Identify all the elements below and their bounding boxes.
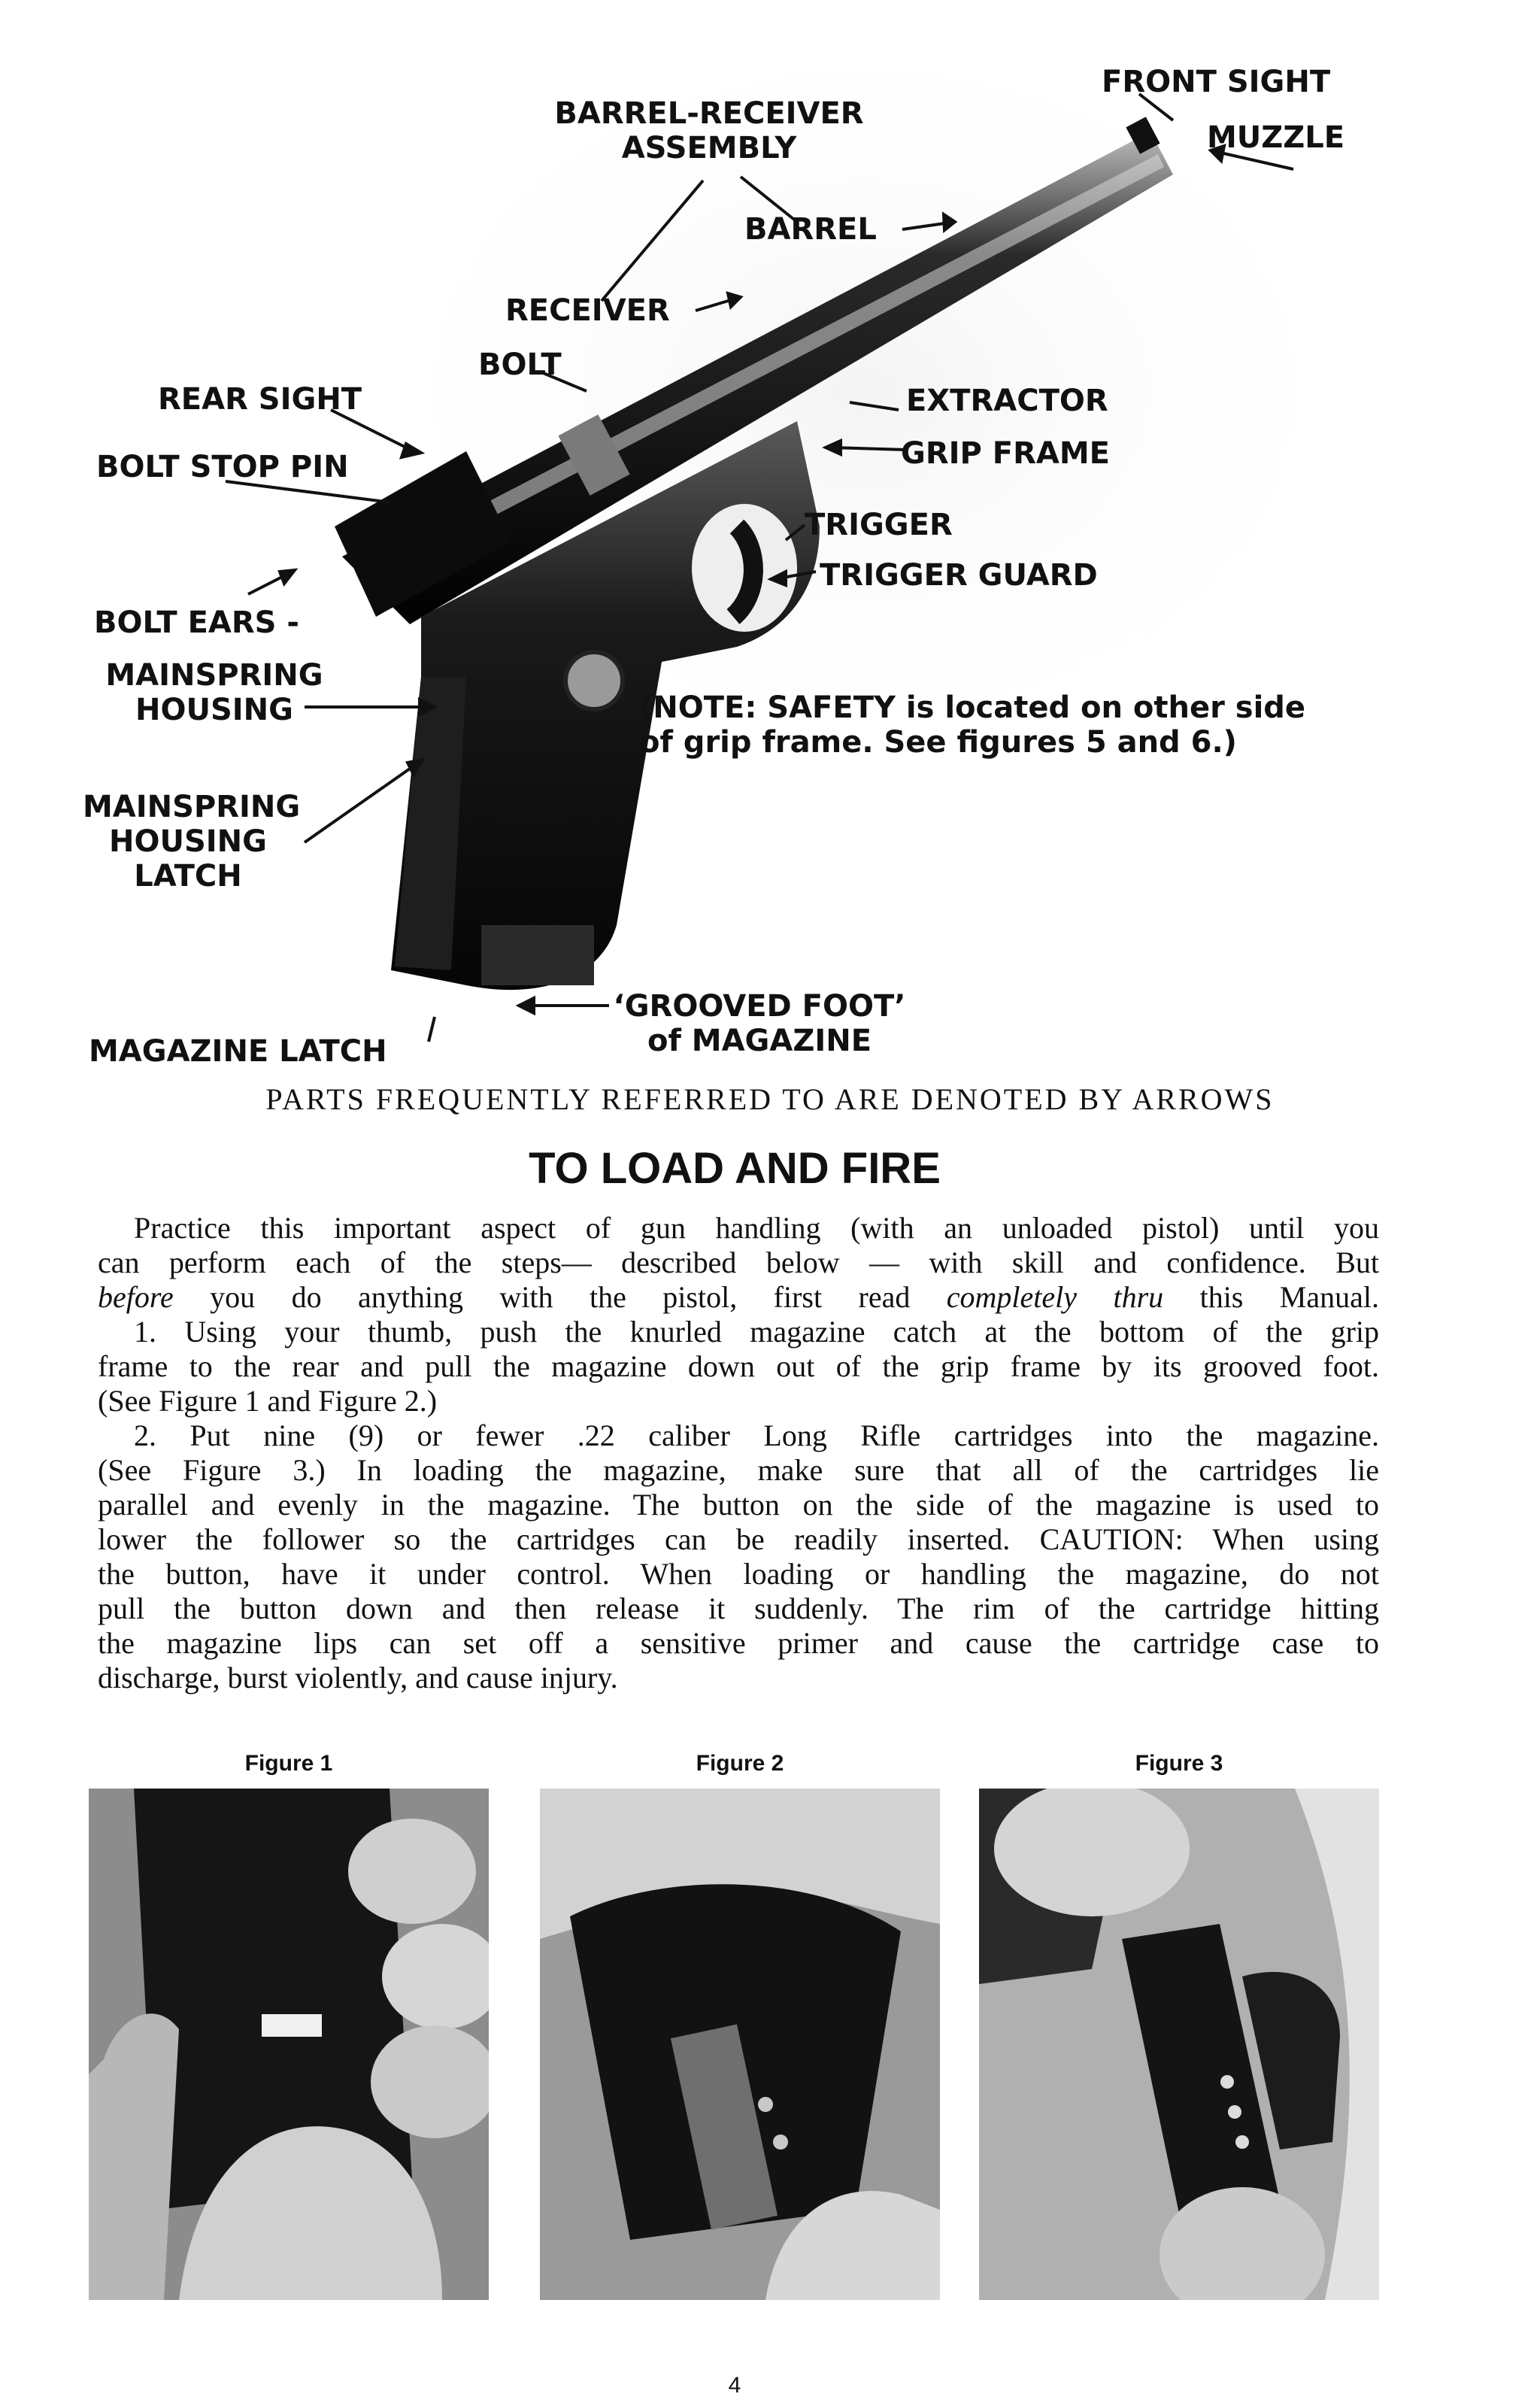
step2-line-4: lower the follower so the cartridges can be readily inserted. CAUTION: When using	[98, 1522, 1379, 1556]
label-text: BOLT EARS	[94, 605, 277, 640]
label-mainspring-housing-latch	[83, 790, 301, 894]
intro-line-2: can perform each of the steps— described below — with skill and confidence. But	[98, 1246, 1379, 1279]
label-bolt-ears: BOLT EARS -	[94, 605, 299, 640]
label-line: MAINSPRING	[83, 790, 301, 824]
label-line: ASSEMBLY	[621, 131, 797, 165]
label-line: of MAGAZINE	[647, 1024, 872, 1058]
photo-magazine-removal	[540, 1789, 940, 2300]
figure-1-photo	[89, 1789, 489, 2300]
step1-line-3: (See Figure 1 and Figure 2.)	[98, 1384, 438, 1418]
page-number: 4	[728, 2373, 741, 2398]
label-line: HOUSING	[109, 824, 267, 859]
section-heading: TO LOAD AND FIRE	[529, 1144, 941, 1193]
step2-line-8: discharge, burst violently, and cause injury.	[98, 1661, 618, 1695]
label-barrel-receiver-assembly	[532, 96, 886, 165]
label-receiver: RECEIVER	[505, 293, 670, 328]
step2-line-1: 2. Put nine (9) or fewer .22 caliber Long Rifle cartridges into the magazine.	[134, 1418, 1379, 1452]
step2-line-7: the magazine lips can set off a sensitive primer and cause the cartridge case to	[98, 1626, 1379, 1660]
step1-line-1: 1. Using your thumb, push the knurled magazine catch at the bottom of the grip	[134, 1315, 1379, 1349]
label-trigger-guard: TRIGGER GUARD	[820, 558, 1098, 593]
label-magazine-latch: MAGAZINE LATCH	[89, 1034, 387, 1069]
label-mainspring-housing	[83, 658, 346, 727]
emphasis-completely-thru: completely thru	[946, 1280, 1164, 1314]
figure-2-photo	[540, 1789, 940, 2300]
step2-line-6: pull the button down and then release it suddenly. The rim of the cartridge hitting	[98, 1591, 1379, 1625]
label-line: LATCH	[134, 859, 242, 894]
label-trigger: TRIGGER	[805, 508, 953, 542]
photo-magazine-catch	[89, 1789, 489, 2300]
label-bolt: BOLT	[478, 347, 562, 382]
label-line: HOUSING	[135, 693, 293, 727]
step2-line-3: parallel and evenly in the magazine. The button on the side of the magazine is used to	[98, 1488, 1379, 1522]
label-muzzle: MUZZLE	[1207, 120, 1345, 155]
figure-2-caption: Figure 2	[696, 1751, 784, 1776]
note-line: of grip frame. See figures 5 and 6.)	[639, 725, 1237, 760]
note-line: (NOTE: SAFETY is located on other side	[639, 690, 1306, 725]
figure-3-photo	[979, 1789, 1379, 2300]
label-rear-sight: REAR SIGHT	[158, 382, 362, 417]
label-barrel: BARREL	[744, 212, 877, 247]
safety-note	[639, 690, 1305, 760]
step2-line-2: (See Figure 3.) In loading the magazine, make sure that all of the cartridges lie	[98, 1453, 1379, 1487]
text-run: you do anything with the pistol, first read	[173, 1280, 947, 1314]
label-line: BARREL-RECEIVER	[554, 96, 864, 131]
intro-line-3	[98, 1280, 1379, 1315]
label-front-sight: FRONT SIGHT	[1102, 65, 1331, 99]
diagram-caption: PARTS FREQUENTLY REFERRED TO ARE DENOTED BY ARROWS	[265, 1082, 1275, 1116]
parts-diagram	[0, 0, 1540, 1069]
step1-line-2: frame to the rear and pull the magazine down out of the grip frame by its grooved foot.	[98, 1349, 1379, 1383]
text-run: this Manual.	[1163, 1280, 1379, 1314]
label-line: ‘GROOVED FOOT’	[613, 989, 906, 1024]
photo-loading-cartridges	[979, 1789, 1379, 2300]
step2-line-5: the button, have it under control. When loading or handling the magazine, do not	[98, 1557, 1379, 1591]
figure-3-caption: Figure 3	[1135, 1751, 1223, 1776]
intro-line-1: Practice this important aspect of gun handling (with an unloaded pistol) until you	[134, 1211, 1379, 1245]
label-line: MAINSPRING	[105, 658, 323, 693]
label-extractor: EXTRACTOR	[906, 384, 1108, 418]
label-grip-frame: GRIP FRAME	[901, 436, 1110, 471]
label-bolt-stop-pin: BOLT STOP PIN	[96, 450, 349, 484]
label-grooved-foot	[609, 989, 910, 1058]
figure-1-caption: Figure 1	[244, 1751, 333, 1776]
emphasis-before: before	[98, 1280, 174, 1314]
